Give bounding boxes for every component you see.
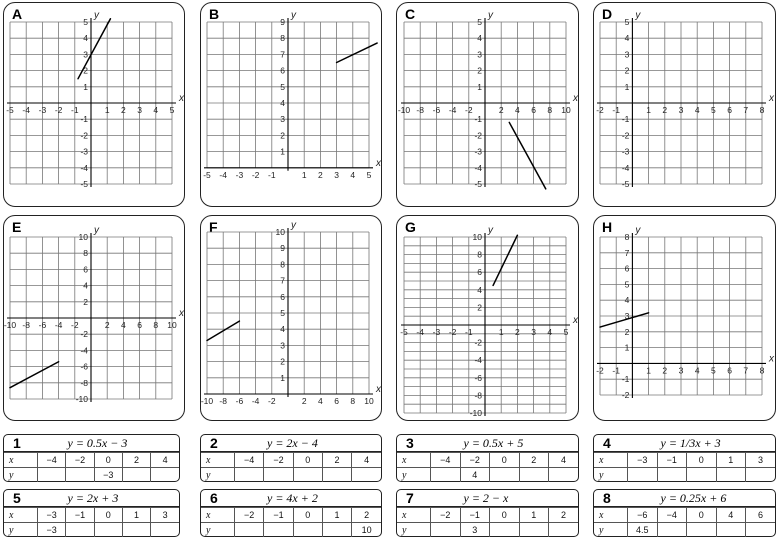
x-tick-label: 2 — [121, 105, 126, 115]
y-tick-label: 5 — [280, 308, 285, 318]
y-tick-label: 8 — [624, 232, 630, 242]
y-tick-label: 6 — [624, 263, 630, 274]
y-tick-label: 4 — [280, 98, 285, 108]
y-tick-label: 1 — [477, 81, 482, 92]
x-tick-label: 8 — [153, 320, 159, 330]
x-axis-label: x — [573, 93, 578, 104]
x-tick-label: 2 — [662, 105, 668, 115]
graph-letter: D — [602, 6, 613, 22]
equation: y = 0.5x − 3 — [67, 435, 128, 450]
table-cell: 0 — [490, 453, 520, 468]
table-cell: −3 — [38, 508, 66, 523]
table-cell: −4 — [431, 453, 461, 468]
x-axis-label: x — [179, 93, 184, 104]
table-number: 1 — [13, 435, 21, 451]
row-label: y — [397, 523, 431, 538]
x-tick-label: -5 — [203, 169, 211, 180]
x-tick-label: -4 — [448, 105, 457, 115]
y-tick-label: 10 — [275, 227, 285, 237]
x-tick-label: 4 — [694, 365, 700, 376]
graph-letter: E — [12, 219, 22, 235]
y-tick-label: -5 — [80, 179, 88, 189]
y-tick-label: 8 — [280, 33, 285, 44]
x-tick-label: 1 — [646, 105, 651, 115]
table-cell: 0 — [293, 508, 322, 523]
y-tick-label: 5 — [624, 17, 630, 27]
y-tick-label: -8 — [474, 390, 482, 401]
y-tick-label: 6 — [83, 264, 88, 275]
y-tick-label: 4 — [477, 33, 482, 44]
x-tick-label: -1 — [612, 105, 620, 115]
table-cell: 3 — [746, 453, 776, 468]
graph-letter: B — [209, 6, 220, 22]
y-tick-label: 3 — [477, 49, 482, 60]
x-tick-label: -4 — [22, 105, 30, 115]
y-tick-label: -2 — [80, 329, 88, 340]
x-tick-label: -6 — [38, 320, 47, 330]
row-label: x — [4, 508, 38, 523]
x-tick-label: 10 — [364, 396, 374, 406]
y-tick-label: 2 — [477, 302, 482, 313]
table-cell: −1 — [264, 508, 293, 523]
graph-letter: G — [405, 219, 416, 235]
row-label: x — [201, 508, 235, 523]
table-cell: 3 — [151, 508, 179, 523]
y-tick-label: 2 — [624, 65, 630, 76]
x-tick-label: -6 — [235, 396, 244, 406]
x-axis-label: x — [769, 353, 774, 365]
y-tick-label: 4 — [83, 33, 88, 44]
y-tick-label: -6 — [474, 372, 482, 383]
x-tick-label: 5 — [169, 105, 175, 115]
y-axis-label: y — [94, 225, 99, 236]
x-tick-label: 4 — [515, 105, 520, 115]
x-tick-label: 4 — [547, 327, 553, 337]
y-tick-label: -2 — [621, 390, 630, 400]
y-tick-label: 8 — [83, 248, 88, 259]
x-tick-label: 5 — [563, 327, 569, 337]
x-tick-label: 3 — [334, 169, 339, 180]
graph-letter: C — [405, 6, 416, 22]
x-tick-label: -2 — [251, 169, 260, 180]
table-cell: −2 — [66, 453, 94, 468]
y-axis-label: y — [94, 10, 99, 21]
x-tick-label: -10 — [200, 396, 214, 406]
y-tick-label: -2 — [80, 130, 88, 141]
y-tick-label: 10 — [78, 232, 88, 242]
table-cell: 0 — [687, 453, 717, 468]
x-tick-label: 3 — [678, 365, 684, 376]
x-tick-label: 6 — [137, 320, 142, 330]
y-tick-label: 1 — [83, 81, 88, 92]
x-tick-label: -2 — [448, 327, 457, 337]
y-tick-label: 10 — [472, 232, 482, 242]
y-tick-label: 3 — [280, 114, 285, 125]
y-tick-label: 6 — [280, 65, 285, 76]
y-tick-label: 5 — [280, 81, 285, 92]
equation: y = 1/3x + 3 — [660, 435, 721, 450]
table-cell: −2 — [264, 453, 293, 468]
y-tick-label: -6 — [80, 361, 88, 372]
x-tick-label: -1 — [71, 105, 79, 115]
x-tick-label: 1 — [646, 365, 651, 376]
x-tick-label: -10 — [397, 105, 411, 115]
x-tick-label: 6 — [531, 105, 536, 115]
y-tick-label: 1 — [624, 342, 630, 353]
table-cell: −3 — [38, 523, 66, 538]
y-tick-label: 8 — [280, 259, 285, 270]
y-tick-label: -3 — [621, 146, 630, 157]
y-tick-label: 2 — [280, 356, 285, 367]
table-cell: 1 — [716, 453, 746, 468]
y-tick-label: -5 — [621, 179, 630, 189]
equation: y = 2x − 4 — [267, 435, 318, 450]
table-number: 7 — [406, 490, 414, 506]
x-tick-label: 1 — [301, 169, 307, 180]
x-tick-label: -2 — [54, 105, 63, 115]
graph-letter: A — [12, 6, 23, 22]
y-tick-label: 3 — [83, 49, 88, 60]
x-tick-label: -6 — [432, 105, 441, 115]
y-tick-label: -3 — [80, 146, 88, 157]
equation: y = 0.5x + 5 — [463, 435, 524, 450]
table-cell: −1 — [657, 453, 687, 468]
y-tick-label: -1 — [621, 114, 630, 125]
y-tick-label: 6 — [280, 291, 285, 302]
x-tick-label: -10 — [3, 320, 17, 330]
table-number: 4 — [603, 435, 611, 451]
x-tick-label: 8 — [759, 105, 765, 115]
x-tick-label: -4 — [251, 396, 260, 406]
y-tick-label: 5 — [624, 279, 630, 290]
y-tick-label: -10 — [469, 408, 482, 418]
x-tick-label: -1 — [612, 365, 620, 376]
equation: y = 0.25x + 6 — [660, 490, 727, 505]
row-label: x — [397, 508, 431, 523]
x-tick-label: 6 — [727, 105, 732, 115]
graph-letter: F — [209, 219, 218, 235]
table-cell: 1 — [122, 508, 150, 523]
table-cell: 0 — [293, 453, 322, 468]
table-cell: 4 — [460, 468, 490, 483]
y-tick-label: 3 — [624, 49, 630, 60]
row-label: x — [201, 453, 235, 468]
x-tick-label: 2 — [104, 320, 110, 330]
table-cell: 1 — [519, 508, 549, 523]
table-cell: 4 — [549, 453, 579, 468]
x-tick-label: 8 — [547, 105, 553, 115]
y-tick-label: 4 — [624, 295, 630, 306]
y-tick-label: -3 — [474, 146, 482, 157]
x-axis-label: x — [573, 315, 578, 326]
x-tick-label: -5 — [400, 327, 408, 337]
y-tick-label: -1 — [621, 374, 630, 385]
x-tick-label: 5 — [711, 365, 716, 376]
table-cell: −3 — [94, 468, 122, 483]
y-tick-label: 7 — [624, 247, 630, 258]
x-tick-label: -4 — [416, 327, 424, 337]
y-tick-label: -10 — [75, 394, 88, 404]
x-tick-label: -2 — [465, 105, 473, 115]
table-cell: 2 — [519, 453, 549, 468]
y-axis-label: y — [635, 225, 641, 236]
table-cell: −4 — [235, 453, 264, 468]
table-cell: 2 — [322, 453, 351, 468]
row-label: x — [397, 453, 431, 468]
equation: y = 2x + 3 — [67, 490, 119, 505]
x-tick-label: 4 — [694, 105, 700, 115]
x-tick-label: -5 — [6, 105, 14, 115]
row-label: x — [594, 453, 628, 468]
x-tick-label: 8 — [350, 396, 356, 406]
x-axis-label: x — [376, 384, 381, 395]
x-tick-label: -3 — [38, 105, 47, 115]
x-tick-label: 2 — [515, 327, 520, 337]
x-tick-label: -8 — [416, 105, 424, 115]
table-number: 2 — [210, 435, 218, 451]
y-tick-label: 4 — [280, 324, 285, 335]
table-cell: 0 — [490, 508, 520, 523]
y-tick-label: 4 — [477, 284, 482, 295]
graph-letter: H — [602, 219, 613, 235]
table-cell: 2 — [549, 508, 579, 523]
x-axis-label: x — [179, 308, 184, 319]
x-tick-label: 3 — [678, 105, 684, 115]
x-tick-label: 8 — [759, 365, 765, 376]
table-cell: −3 — [628, 453, 658, 468]
x-tick-label: 1 — [498, 327, 504, 337]
y-tick-label: 5 — [83, 17, 88, 27]
y-tick-label: -2 — [474, 130, 482, 141]
x-tick-label: 4 — [121, 320, 126, 330]
y-tick-label: 1 — [280, 146, 285, 157]
y-tick-label: -4 — [80, 162, 88, 173]
y-tick-label: 9 — [280, 17, 285, 27]
table-cell: −1 — [460, 508, 490, 523]
y-tick-label: 2 — [624, 326, 630, 337]
x-axis-label: x — [376, 157, 381, 169]
table-cell: −2 — [460, 453, 490, 468]
x-tick-label: 7 — [743, 105, 749, 115]
x-tick-label: 6 — [334, 396, 339, 406]
y-axis-label: y — [488, 225, 493, 236]
row-label: y — [4, 523, 38, 538]
x-tick-label: -8 — [22, 320, 30, 330]
y-tick-label: -4 — [80, 345, 88, 356]
x-tick-label: -4 — [219, 169, 227, 180]
table-cell: 3 — [460, 523, 490, 538]
row-label: y — [397, 468, 431, 483]
y-tick-label: 1 — [280, 372, 285, 383]
x-tick-label: 1 — [104, 105, 110, 115]
table-cell: 0 — [94, 508, 122, 523]
x-tick-label: -1 — [465, 327, 473, 337]
table-cell: 6 — [746, 508, 776, 523]
table-number: 5 — [13, 490, 21, 506]
y-tick-label: 4 — [83, 280, 88, 291]
y-tick-label: 6 — [477, 267, 482, 278]
table-number: 6 — [210, 490, 218, 506]
table-cell: 4 — [716, 508, 746, 523]
table-cell: −4 — [38, 453, 66, 468]
table-cell: 2 — [122, 453, 150, 468]
y-tick-label: 7 — [280, 49, 285, 60]
x-tick-label: -2 — [268, 396, 276, 406]
y-tick-label: -2 — [474, 337, 482, 348]
x-tick-label: 7 — [743, 365, 749, 376]
y-tick-label: -1 — [80, 114, 88, 125]
x-tick-label: -2 — [596, 365, 604, 376]
y-tick-label: 2 — [280, 130, 285, 141]
x-tick-label: -8 — [219, 396, 227, 406]
row-label: y — [594, 468, 628, 483]
x-tick-label: 10 — [167, 320, 177, 330]
x-tick-label: 5 — [366, 169, 372, 180]
x-tick-label: 3 — [531, 327, 536, 337]
y-axis-label: y — [291, 10, 296, 21]
table-cell: 0 — [687, 508, 717, 523]
row-label: y — [201, 468, 235, 483]
y-axis-label: y — [291, 220, 296, 231]
table-cell: 4.5 — [628, 523, 658, 538]
table-number: 3 — [406, 435, 414, 451]
y-tick-label: -8 — [80, 377, 88, 388]
y-tick-label: -4 — [621, 162, 630, 173]
x-tick-label: 6 — [727, 365, 732, 376]
x-tick-label: 4 — [153, 105, 159, 115]
y-tick-label: -4 — [474, 162, 482, 173]
table-cell: −4 — [657, 508, 687, 523]
table-cell: −1 — [66, 508, 94, 523]
row-label: x — [594, 508, 628, 523]
x-tick-label: 3 — [137, 105, 142, 115]
x-axis-label: x — [769, 93, 774, 104]
y-tick-label: 7 — [280, 275, 285, 286]
row-label: y — [201, 523, 235, 538]
x-tick-label: -3 — [432, 327, 441, 337]
y-tick-label: 2 — [477, 65, 482, 76]
x-tick-label: 5 — [711, 105, 716, 115]
y-axis-label: y — [488, 10, 493, 21]
y-tick-label: -4 — [474, 355, 482, 366]
y-tick-label: -1 — [474, 114, 482, 125]
x-tick-label: -4 — [54, 320, 63, 330]
x-tick-label: 4 — [350, 169, 356, 180]
y-tick-label: 9 — [280, 243, 285, 254]
table-cell: −2 — [431, 508, 461, 523]
x-tick-label: -2 — [71, 320, 79, 330]
y-tick-label: 2 — [83, 296, 88, 307]
table-number: 8 — [603, 490, 611, 506]
x-tick-label: -2 — [596, 105, 604, 115]
row-label: y — [594, 523, 628, 538]
y-tick-label: 5 — [477, 17, 482, 27]
row-label: x — [4, 453, 38, 468]
x-tick-label: 2 — [318, 169, 323, 180]
y-tick-label: 3 — [280, 340, 285, 351]
y-tick-label: 1 — [624, 81, 630, 92]
equation: y = 4x + 2 — [267, 490, 318, 505]
table-cell: 0 — [94, 453, 122, 468]
y-tick-label: 2 — [83, 65, 88, 76]
x-tick-label: -3 — [235, 169, 244, 180]
table-cell: −6 — [628, 508, 658, 523]
equation: y = 2 − x — [463, 490, 509, 505]
table-cell: 2 — [352, 508, 381, 523]
table-cell: 4 — [352, 453, 381, 468]
row-label: y — [4, 468, 38, 483]
x-tick-label: 2 — [498, 105, 504, 115]
y-tick-label: -2 — [621, 130, 630, 141]
x-tick-label: -1 — [268, 169, 276, 180]
table-cell: 1 — [322, 508, 351, 523]
y-tick-label: 3 — [624, 311, 630, 321]
x-tick-label: 4 — [318, 396, 323, 406]
y-tick-label: 8 — [477, 249, 482, 260]
y-tick-label: -5 — [474, 179, 482, 189]
table-cell: −2 — [235, 508, 264, 523]
x-tick-label: 2 — [662, 365, 668, 376]
table-cell: 10 — [352, 523, 381, 538]
x-tick-label: 10 — [561, 105, 571, 115]
x-tick-label: 2 — [301, 396, 307, 406]
table-cell: 4 — [151, 453, 179, 468]
y-tick-label: 4 — [624, 33, 630, 44]
y-axis-label: y — [635, 10, 641, 21]
